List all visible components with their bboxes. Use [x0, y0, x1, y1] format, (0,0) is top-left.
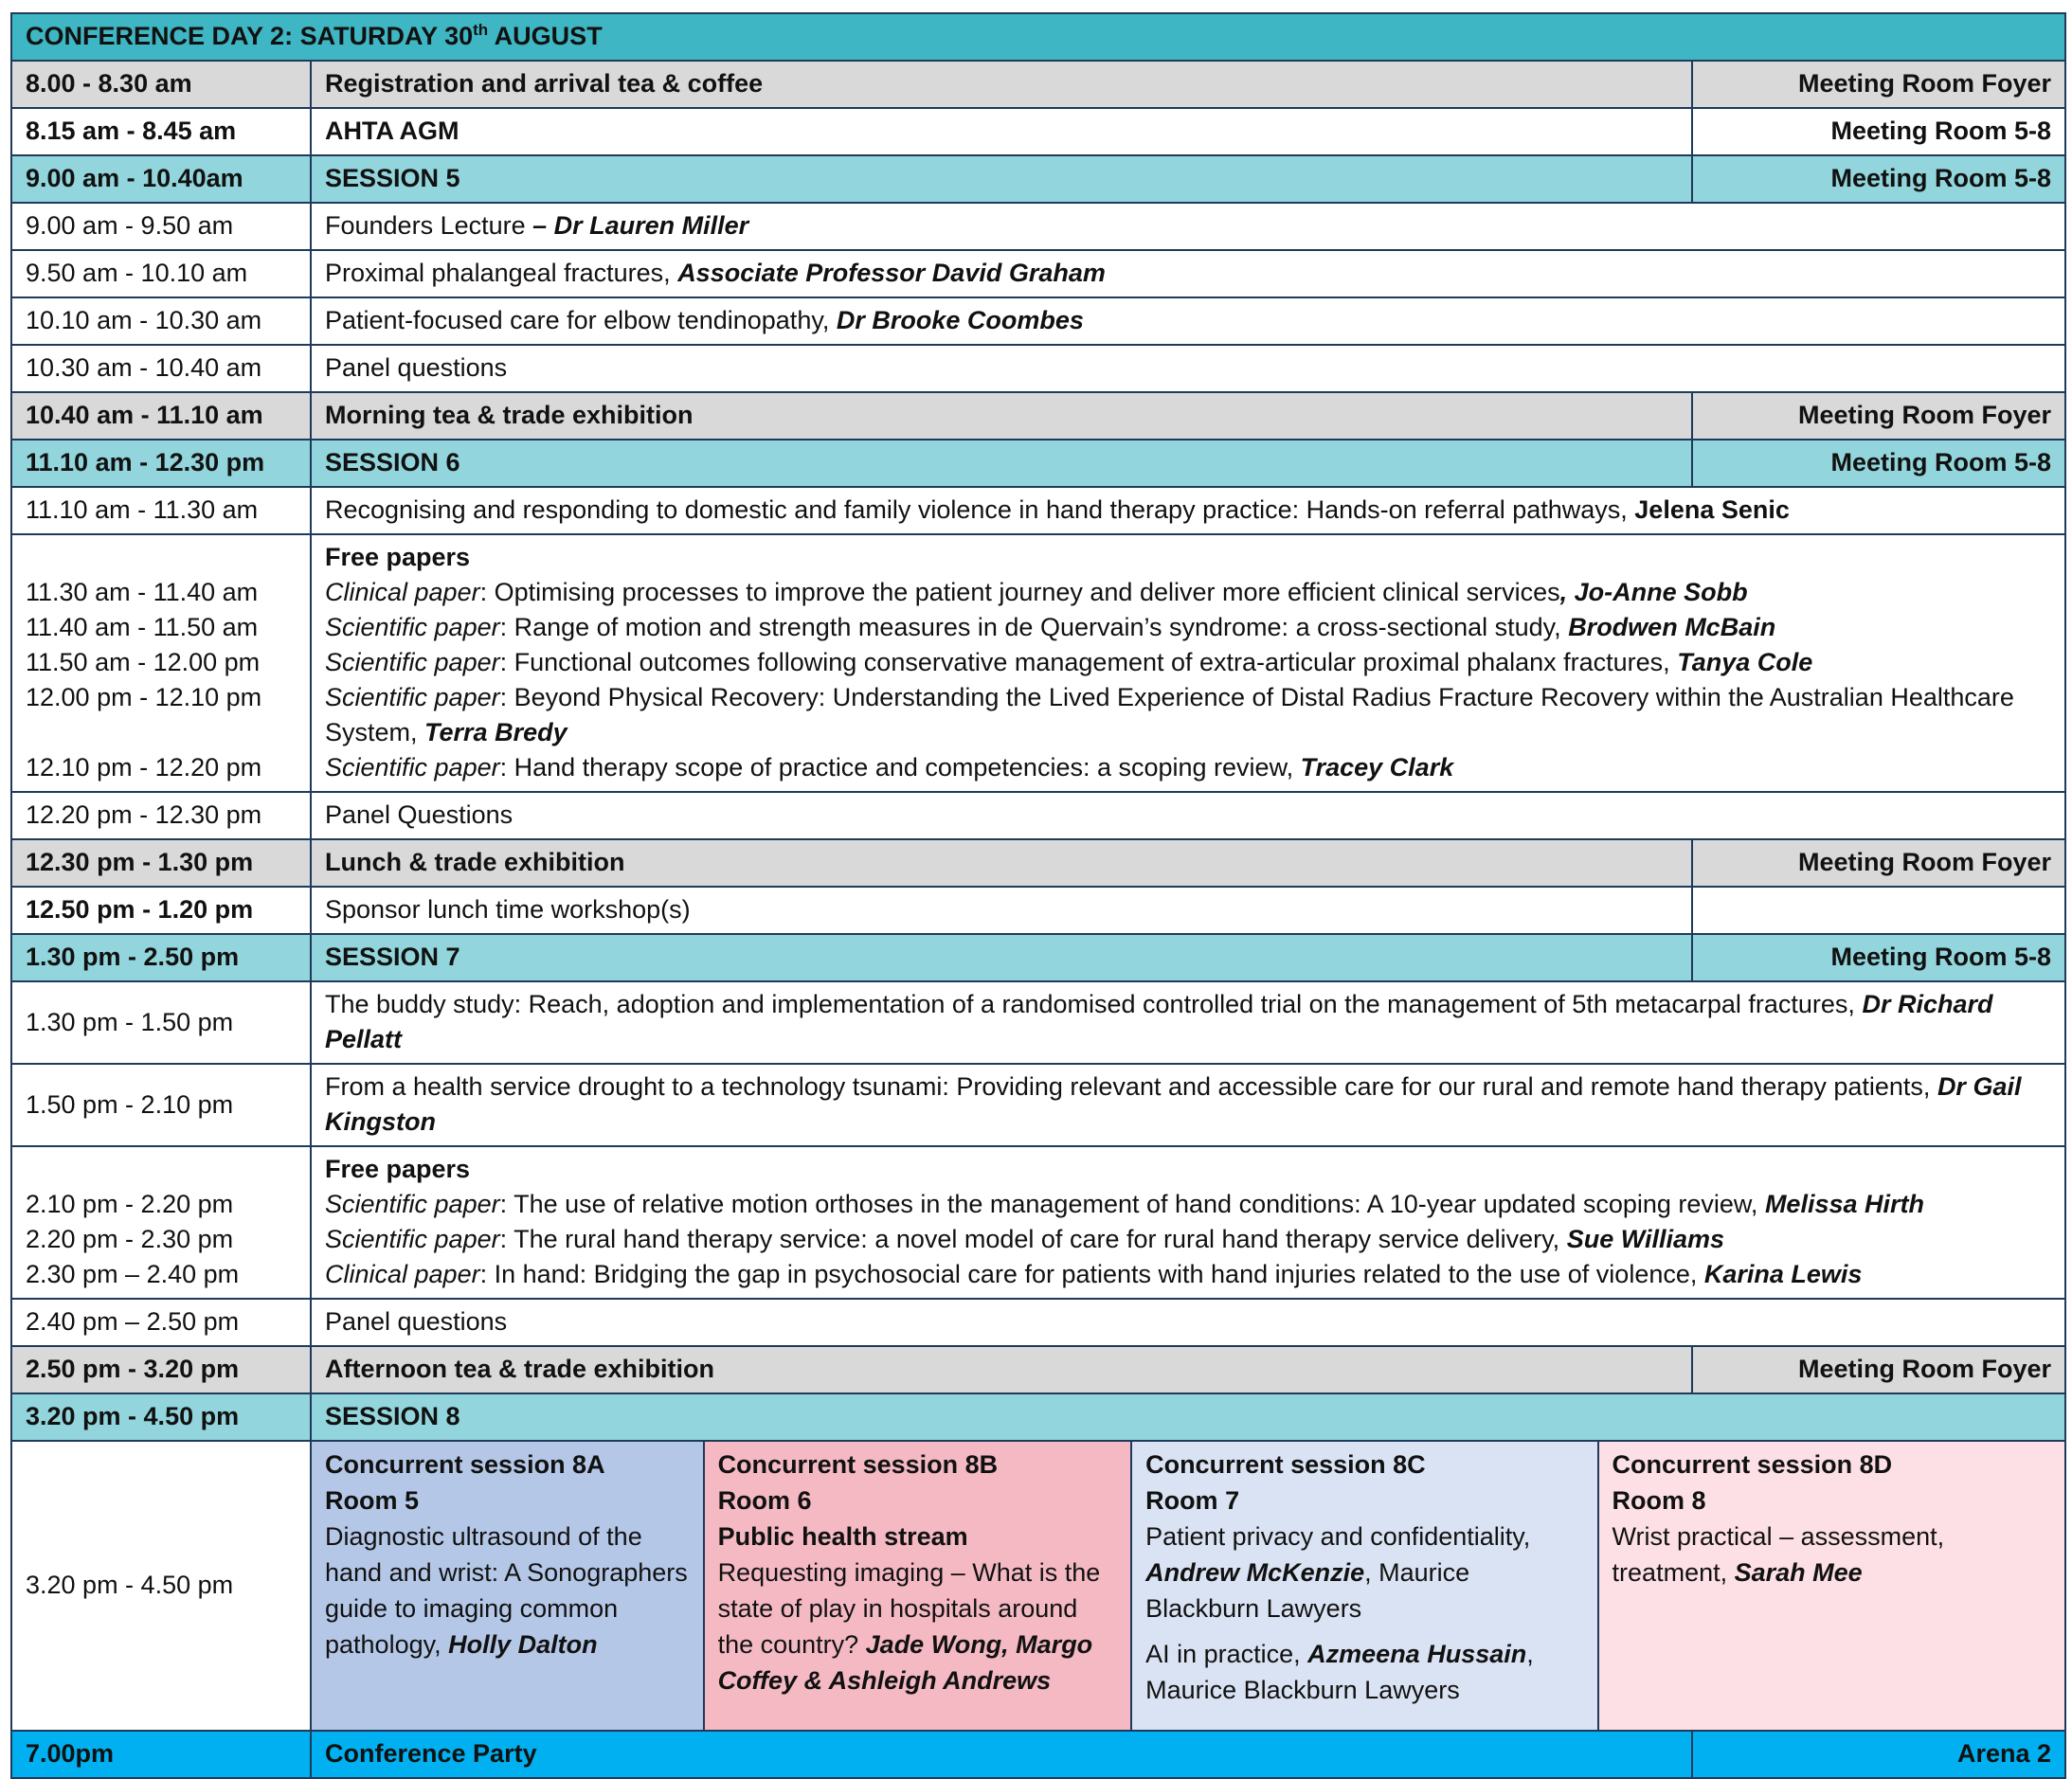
speaker-name: Holly Dalton — [448, 1630, 598, 1659]
table-row — [11, 345, 2065, 392]
talk-title: Recognising and responding to domestic and family violence in hand therapy practice: Hands-on referral pathways, — [325, 495, 1635, 524]
table-row — [11, 61, 2065, 108]
table-row — [11, 108, 2065, 155]
title-row — [11, 13, 2065, 61]
table-row — [11, 203, 2065, 250]
paper-entry — [325, 610, 2051, 645]
session-title: SESSION 5 — [311, 155, 1692, 203]
paper-time: 2.30 pm – 2.40 pm — [26, 1260, 240, 1288]
session-title: SESSION 6 — [311, 440, 1692, 487]
table-row — [11, 1064, 2065, 1146]
speaker-affiliation: , Maurice Blackburn Lawyers — [1145, 1558, 1470, 1623]
time-cell: 12.50 pm - 1.20 pm — [11, 887, 311, 934]
item-cell: Panel Questions — [311, 792, 2065, 839]
speaker-name: Jelena Senic — [1634, 495, 1790, 524]
table-row — [11, 1299, 2065, 1346]
paper-type: Scientific paper — [325, 1190, 500, 1218]
room-cell: Meeting Room Foyer — [1692, 839, 2065, 887]
item-cell: Panel questions — [311, 1299, 2065, 1346]
table-row — [11, 392, 2065, 440]
paper-type: Clinical paper — [325, 578, 480, 606]
table-row — [11, 250, 2065, 297]
concurrent-heading: Concurrent session 8C — [1145, 1450, 1426, 1479]
paper-entry — [325, 750, 2051, 785]
speaker-name: Karina Lewis — [1703, 1260, 1863, 1288]
time-cell: 8.15 am - 8.45 am — [11, 108, 311, 155]
speaker-name: Sarah Mee — [1734, 1558, 1863, 1587]
room-cell: Meeting Room 5-8 — [1692, 934, 2065, 981]
time-cell: 11.10 am - 12.30 pm — [11, 440, 311, 487]
speaker-name: Tanya Cole — [1677, 648, 1813, 676]
table-row — [11, 887, 2065, 934]
party-row — [11, 1731, 2065, 1778]
paper-entry — [325, 1187, 2051, 1222]
table-row — [11, 297, 2065, 345]
room-cell: Meeting Room Foyer — [1692, 61, 2065, 108]
concurrent-heading: Concurrent session 8B — [717, 1450, 999, 1479]
free-papers-row — [11, 1146, 2065, 1299]
paper-entry — [325, 680, 2051, 750]
concurrent-row — [11, 1441, 2065, 1731]
paper-time: 11.50 am - 12.00 pm — [26, 648, 261, 676]
item-cell — [311, 297, 2065, 345]
time-cell — [11, 1146, 311, 1299]
paper-time: 12.10 pm - 12.20 pm — [26, 753, 262, 782]
item-cell — [311, 1146, 2065, 1299]
paper-time: 2.10 pm - 2.20 pm — [26, 1190, 234, 1218]
time-cell: 12.20 pm - 12.30 pm — [11, 792, 311, 839]
concurrent-session-8a — [312, 1442, 705, 1730]
concurrent-sessions — [311, 1441, 2065, 1731]
item-cell — [311, 487, 2065, 534]
concurrent-session-8b — [705, 1442, 1133, 1730]
session-title: SESSION 7 — [311, 934, 1692, 981]
time-cell: 9.00 am - 9.50 am — [11, 203, 311, 250]
table-row — [11, 839, 2065, 887]
talk-title: Diagnostic ultrasound of the hand and wrist: A Sonographers guide to imaging common pathology, — [325, 1522, 688, 1659]
session-row — [11, 1393, 2065, 1441]
talk-title: Patient privacy and confidentiality, — [1145, 1522, 1531, 1551]
page-title: CONFERENCE DAY 2: SATURDAY 30th AUGUST — [11, 13, 2065, 61]
item-cell — [311, 534, 2065, 792]
paper-type: Clinical paper — [325, 1260, 480, 1288]
time-cell: 9.50 am - 10.10 am — [11, 250, 311, 297]
paper-title: : Beyond Physical Recovery: Understanding the Lived Experience of Distal Radius Fracture Recovery within the Australian Healthcare System, — [325, 683, 2014, 746]
free-papers-heading: Free papers — [325, 543, 471, 571]
time-cell: 8.00 - 8.30 am — [11, 61, 311, 108]
concurrent-room: Room 5 — [325, 1486, 420, 1515]
talk-title: AI in practice, — [1145, 1640, 1308, 1668]
item-cell: Panel questions — [311, 345, 2065, 392]
table-row — [11, 792, 2065, 839]
item-cell: AHTA AGM — [311, 108, 1692, 155]
paper-title: : The use of relative motion orthoses in the management of hand conditions: A 10-year updated scoping review, — [499, 1190, 1765, 1218]
concurrent-session-8d — [1599, 1442, 2064, 1730]
session-row — [11, 155, 2065, 203]
concurrent-room: Room 8 — [1612, 1486, 1706, 1515]
speaker-name: Jade Wong, Margo Coffey & Ashleigh Andrews — [717, 1630, 1093, 1695]
paper-title: : The rural hand therapy service: a novel model of care for rural hand therapy service delivery, — [499, 1225, 1567, 1253]
concurrent-talk — [1145, 1636, 1583, 1708]
paper-title: : Functional outcomes following conservative management of extra-articular proximal phalanx fractures, — [499, 648, 1678, 676]
time-cell: 1.50 pm - 2.10 pm — [11, 1064, 311, 1146]
concurrent-talk — [1613, 1518, 2051, 1590]
talk-title: The buddy study: Reach, adoption and implementation of a randomised controlled trial on the management of 5th metacarpal fractures, — [325, 990, 1863, 1018]
time-cell: 10.10 am - 10.30 am — [11, 297, 311, 345]
paper-type: Scientific paper — [325, 753, 500, 782]
item-cell: Registration and arrival tea & coffee — [311, 61, 1692, 108]
item-cell: Conference Party — [311, 1731, 1692, 1778]
concurrent-talk — [325, 1518, 690, 1662]
room-cell: Meeting Room 5-8 — [1692, 155, 2065, 203]
paper-time: 2.20 pm - 2.30 pm — [26, 1225, 234, 1253]
speaker-affiliation: , Maurice Blackburn Lawyers — [1145, 1640, 1534, 1704]
time-cell: 2.50 pm - 3.20 pm — [11, 1346, 311, 1393]
concurrent-talk — [718, 1554, 1118, 1698]
room-cell: Arena 2 — [1692, 1731, 2065, 1778]
concurrent-talk — [1145, 1518, 1583, 1626]
session-title: SESSION 8 — [311, 1393, 2065, 1441]
speaker-name: Brodwen McBain — [1568, 613, 1776, 641]
speaker-name: Tracey Clark — [1300, 753, 1454, 782]
paper-title: : In hand: Bridging the gap in psychosocial care for patients with hand injuries related to the use of violence, — [479, 1260, 1704, 1288]
speaker-name: Associate Professor David Graham — [677, 259, 1106, 287]
item-cell — [311, 1064, 2065, 1146]
time-cell: 10.40 am - 11.10 am — [11, 392, 311, 440]
time-cell: 10.30 am - 10.40 am — [11, 345, 311, 392]
program-sheet — [10, 12, 2064, 1779]
item-cell — [311, 250, 2065, 297]
time-cell — [11, 534, 311, 792]
speaker-name: , Jo-Anne Sobb — [1559, 578, 1748, 606]
paper-title: : Hand therapy scope of practice and competencies: a scoping review, — [499, 753, 1301, 782]
item-cell — [311, 981, 2065, 1064]
speaker-name: Dr Gail Kingston — [325, 1072, 2022, 1136]
item-cell: Morning tea & trade exhibition — [311, 392, 1692, 440]
paper-entry — [325, 1257, 2051, 1292]
item-cell: Sponsor lunch time workshop(s) — [311, 887, 1692, 934]
concurrent-room: Room 7 — [1145, 1486, 1240, 1515]
time-cell: 12.30 pm - 1.30 pm — [11, 839, 311, 887]
room-cell: Meeting Room 5-8 — [1692, 108, 2065, 155]
item-cell — [311, 203, 2065, 250]
session-row — [11, 440, 2065, 487]
paper-entry — [325, 575, 2051, 610]
speaker-name: Melissa Hirth — [1764, 1190, 1924, 1218]
speaker-name: Dr Richard Pellatt — [325, 990, 1993, 1053]
talk-title: Requesting imaging – What is the state of play in hospitals around the country? — [717, 1558, 1101, 1659]
speaker-name: Sue Williams — [1566, 1225, 1724, 1253]
concurrent-room: Room 6 — [717, 1486, 812, 1515]
time-cell: 3.20 pm - 4.50 pm — [11, 1441, 311, 1731]
paper-time: 11.40 am - 11.50 am — [26, 613, 259, 641]
table-row — [11, 1346, 2065, 1393]
free-papers-heading: Free papers — [325, 1155, 471, 1183]
schedule-table — [10, 12, 2066, 1779]
talk-title: From a health service drought to a technology tsunami: Providing relevant and accessible care for our rural and remote hand therapy patients, — [325, 1072, 1937, 1101]
concurrent-stream: Public health stream — [717, 1522, 968, 1551]
paper-entry — [325, 1222, 2051, 1257]
time-cell: 1.30 pm - 1.50 pm — [11, 981, 311, 1064]
time-cell: 3.20 pm - 4.50 pm — [11, 1393, 311, 1441]
paper-time: 12.00 pm - 12.10 pm — [26, 683, 262, 711]
paper-title: : Range of motion and strength measures in de Quervain’s syndrome: a cross-sectional study, — [499, 613, 1569, 641]
talk-title: Patient-focused care for elbow tendinopathy, — [325, 306, 837, 334]
concurrent-heading: Concurrent session 8D — [1612, 1450, 1893, 1479]
paper-type: Scientific paper — [325, 1225, 500, 1253]
speaker-name: Andrew McKenzie — [1145, 1558, 1365, 1587]
paper-time: 11.30 am - 11.40 am — [26, 578, 259, 606]
concurrent-session-8c — [1132, 1442, 1598, 1730]
speaker-name: Terra Bredy — [424, 718, 568, 746]
talk-title: Proximal phalangeal fractures, — [325, 259, 678, 287]
paper-type: Scientific paper — [325, 648, 500, 676]
speaker-name: Azmeena Hussain — [1307, 1640, 1527, 1668]
session-row — [11, 934, 2065, 981]
talk-title: Founders Lecture — [325, 211, 533, 240]
paper-entry — [325, 645, 2051, 680]
paper-title: : Optimising processes to improve the patient journey and deliver more efficient clinical services — [479, 578, 1560, 606]
time-cell: 7.00pm — [11, 1731, 311, 1778]
time-cell: 9.00 am - 10.40am — [11, 155, 311, 203]
speaker-name: Dr Brooke Coombes — [836, 306, 1084, 334]
table-row — [11, 981, 2065, 1064]
paper-type: Scientific paper — [325, 613, 500, 641]
free-papers-row — [11, 534, 2065, 792]
room-cell: Meeting Room Foyer — [1692, 1346, 2065, 1393]
concurrent-heading: Concurrent session 8A — [325, 1450, 605, 1479]
talk-title: Wrist practical – assessment, treatment, — [1612, 1522, 1945, 1587]
time-cell: 2.40 pm – 2.50 pm — [11, 1299, 311, 1346]
item-cell: Lunch & trade exhibition — [311, 839, 1692, 887]
time-cell: 1.30 pm - 2.50 pm — [11, 934, 311, 981]
time-cell: 11.10 am - 11.30 am — [11, 487, 311, 534]
table-row — [11, 487, 2065, 534]
paper-type: Scientific paper — [325, 683, 500, 711]
item-cell: Afternoon tea & trade exhibition — [311, 1346, 1692, 1393]
room-cell: Meeting Room Foyer — [1692, 392, 2065, 440]
room-cell: Meeting Room 5-8 — [1692, 440, 2065, 487]
room-cell — [1692, 887, 2065, 934]
speaker-name: – Dr Lauren Miller — [532, 211, 749, 240]
